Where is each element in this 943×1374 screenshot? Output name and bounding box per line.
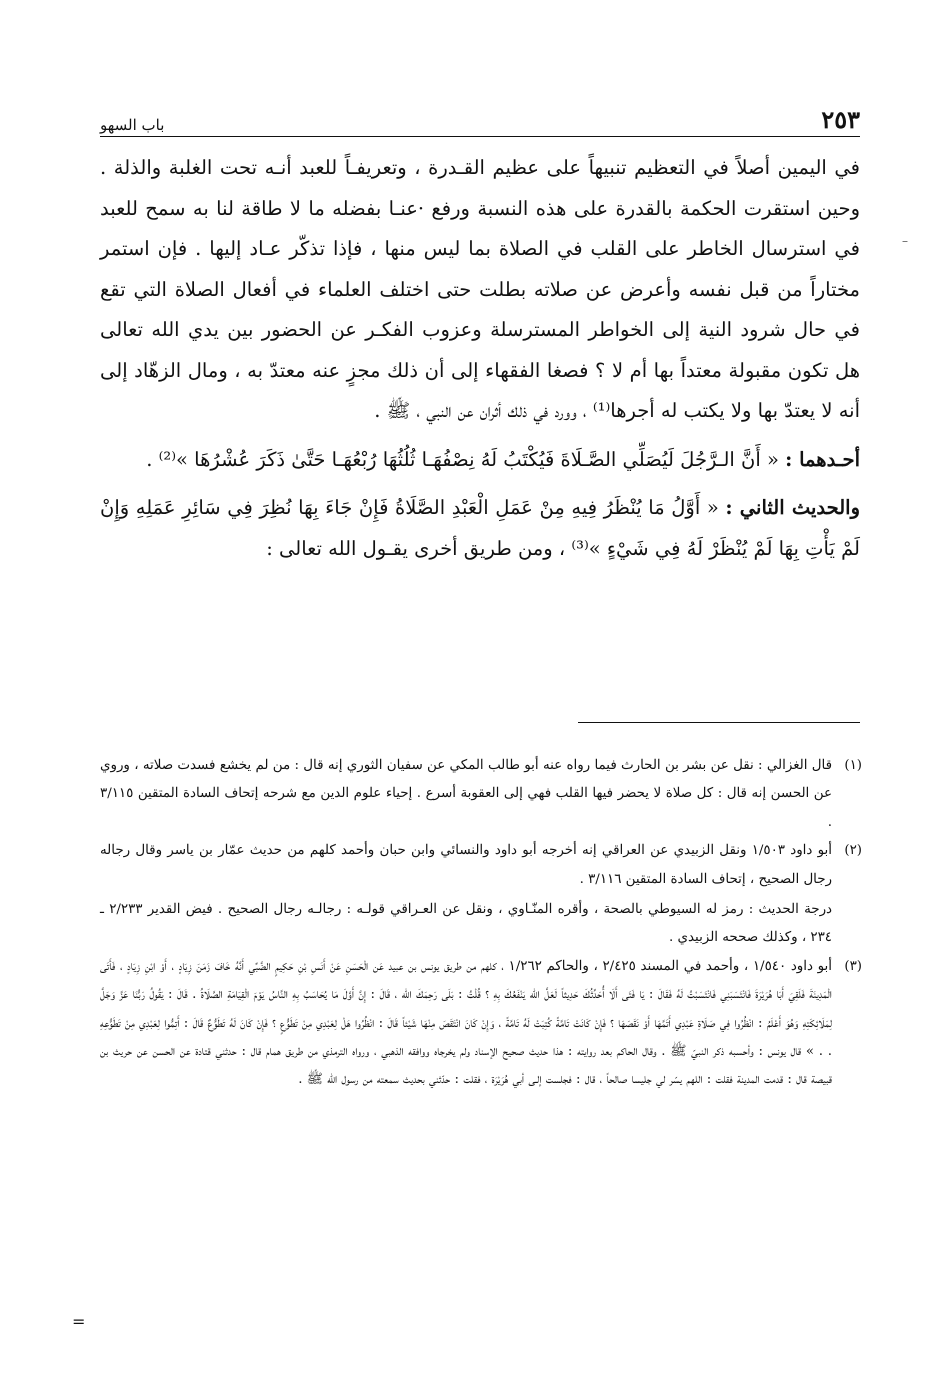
footnote-text: أبو داود ١/٥٤٠ ، وأحمد في المسند ٢/٤٢٥ ، والحاكم ١/٢٦٢ ، كلهم من طريق يونس بن عبيد عَن الْحَسَنِ عَنْ أَنَسِ بْنِ حَكِيمٍ الضَّبِّي أَنَّهُ خَافَ زَمَنَ زِيَادٍ ، أَوْ ابْنِ زِيَادٍ ، فَأَتَى الْمَدِينَةَ فَلَقِيَ أَبَا هُرَيْرَةَ فَانْتَسَبَنِي فَانْتَسَبْتُ لَهُ فَقَالَ : يَا فَتَى أَلَا أُحَدِّثُكَ حَدِيثاً لَعَلَّ الله يَنْفَعُكَ بِهِ ؟ قُلْتُ : بَلَى رَحِمَكَ الله ، قَالَ : إِنَّ أَوَّلَ مَا يُحَاسَبُ بِهِ النَّاسُ يَوْمَ الْقِيَامَةِ الصَّلَاةُ . قَالَ : يَقُولُ رَبُّنَا عَزَّ وَجَلَّ لِمَلَائِكَتِهِ وَهُوَ أَعْلَمُ : انْظُرُوا فِي صَلَاةِ عَبْدِي أَتَمَّهَا أَوْ نَقَصَهَا ؟ فَإِنْ كَانَتْ تَامَّةً كُتِبَتْ لَهُ تَامَّةً ، وَإِنْ كَانَ انْتَقَصَ مِنْهَا شَيْئاً قَالَ : انْظُرُوا هَلْ لِعَبْدِي مِنْ تَطَوُّعٍ ؟ فَإِنْ كَانَ لَهُ تَطَوُّعٌ قَالَ : أَتِمُّوا لِعَبْدِي مِنْ تَطَوُّعِهِ . . » قال يونس : وأحسبه ذكر النبيّ ﷺ . وقال الحاكم بعد روايته : هذا حديث صحيح الإسناد ولم يخرجاه ووافقه الذهبي ، ورواه الترمذي من طريق همام قال : حدثني قتادة عن الحسن عن حريث بن قبيصة قال : قدمت المدينة فقلت : اللهم يسّر لي جليسا صالحاً ، قال : فجلست إلـى أبي هُرَيْرَة ، فقلت : حدّثني بحديث سمعته من رسول الله ﷺ . bbox=[100, 958, 832, 1088]
hadith-first-label: أحـدهما : bbox=[785, 447, 860, 471]
footnote-3 bbox=[100, 953, 862, 1095]
main-text bbox=[100, 148, 860, 569]
hadith-first bbox=[100, 440, 860, 481]
hadith-second bbox=[100, 488, 860, 569]
footnote-text: قال الغزالي : نقل عن بشر بن الحارث فيما رواه عنه أبو طالب المكي عن سفيان الثوري إنه قال : من لم يخشع فسدت صلاته ، وروي عن الحسن إنه قال : كل صلاة لا يحضر فيها القلب فهي إلى العقوبة أسرع . إحياء علوم الدين مع شرحه إتحاف السادة المتقين ٣/١١٥ . bbox=[100, 758, 832, 830]
margin-dash: – bbox=[902, 234, 908, 248]
footnote-number: (١) bbox=[844, 758, 862, 773]
body-paragraph: في اليمين أصلاً في التعظيم تنبيهاً على عظيم القـدرة ، وتعريفـاً للعبد أنـه تحت الغلبة والذلة . وحين استقرت الحكمة بالقدرة على هذه النسبة ورفع ·عنـا بفضله ما لا طاقة لنا به سمح للعبد في استرسال الخاطر على القلب في الصلاة بما ليس منها ، فإذا تذكّر عـاد إليها . فإن استمر مختاراً من قبل نفسه وأعرض عن صلاته بطلت حتى اختلف العلماء في أفعال الصلاة التي تقع في حال شرود النية إلى الخواطر المسترسلة وعزوب الفكـر عن الحضور بين يدي الله تعالى هل تكون مقبولة معتداً بها أم لا ؟ فصغا الفقهاء إلى أن ذلك مجزٍ عنه معتدّ به ، ومال الزهّاد إلى أنه لا يعتدّ بها ولا يكتب له أجرها⁽¹⁾ ، وورد في ذلك أثران عن النبي ، ﷺ . bbox=[100, 156, 860, 422]
footnote-number: (٣) bbox=[844, 958, 862, 974]
hadith-first-text: « أَنَّ الـرَّجُلَ لَيُصَلِّي الصَّـلَاةَ فَيُكْتَبُ لَهُ نِصْفُهَـا ثُلُثُهَا رُبْعُهَـا حَتَّىٰ ذَكَرَ عُشْرُهَا »⁽²⁾ . bbox=[146, 447, 779, 471]
chapter-title: باب السهو bbox=[100, 116, 165, 134]
footnotes bbox=[100, 752, 862, 1095]
footnote-continuation: درجة الحديث : رمز له السيوطي بالصحة ، وأقره المنّـاوي ، ونقل عن العـراقي قولـه : رجالـه رجال الصحيح . فيض القدير ٢/٢٣٣ ـ ٢٣٤ ، وكذلك صححه الزبيدي . bbox=[100, 902, 833, 946]
hadith-second-label: والحديث الثاني : bbox=[725, 496, 860, 519]
footnote-text: أبو داود ١/٥٠٣ ونقل الزبيدي عن العراقي إنه أخرجه أبو داود والنسائي وابن حبان وأحمد كلهم من حديث عمّار بن ياسر وقال رجاله رجال الصحيح ، إتحاف السادة المتقين ٣/١١٦ . bbox=[100, 843, 832, 887]
footnote-separator bbox=[578, 722, 860, 723]
footnote-1 bbox=[100, 752, 862, 837]
page-number: ٢٥٣ bbox=[821, 105, 860, 134]
hadith-second-text: « أَوَّلُ مَا يُنْظَرُ فِيهِ مِنْ عَمَلِ الْعَبْدِ الصَّلَاةُ فَإِنْ جَاءَ بِهَا نُظِرَ فِي سَائِرِ عَمَلِهِ وَإِنْ لَمْ يَأْتِ بِهَا لَمْ يُنْظَرْ لَهُ فِي شَيْءٍ »⁽³⁾ ، ومن طريق أخرى يقـول الله تعالى : bbox=[100, 496, 860, 560]
page-header bbox=[100, 100, 860, 134]
footnote-number: (٢) bbox=[844, 843, 862, 859]
header-rule bbox=[100, 136, 860, 137]
footnote-2 bbox=[100, 837, 862, 894]
continuation-mark: = bbox=[72, 1312, 86, 1331]
